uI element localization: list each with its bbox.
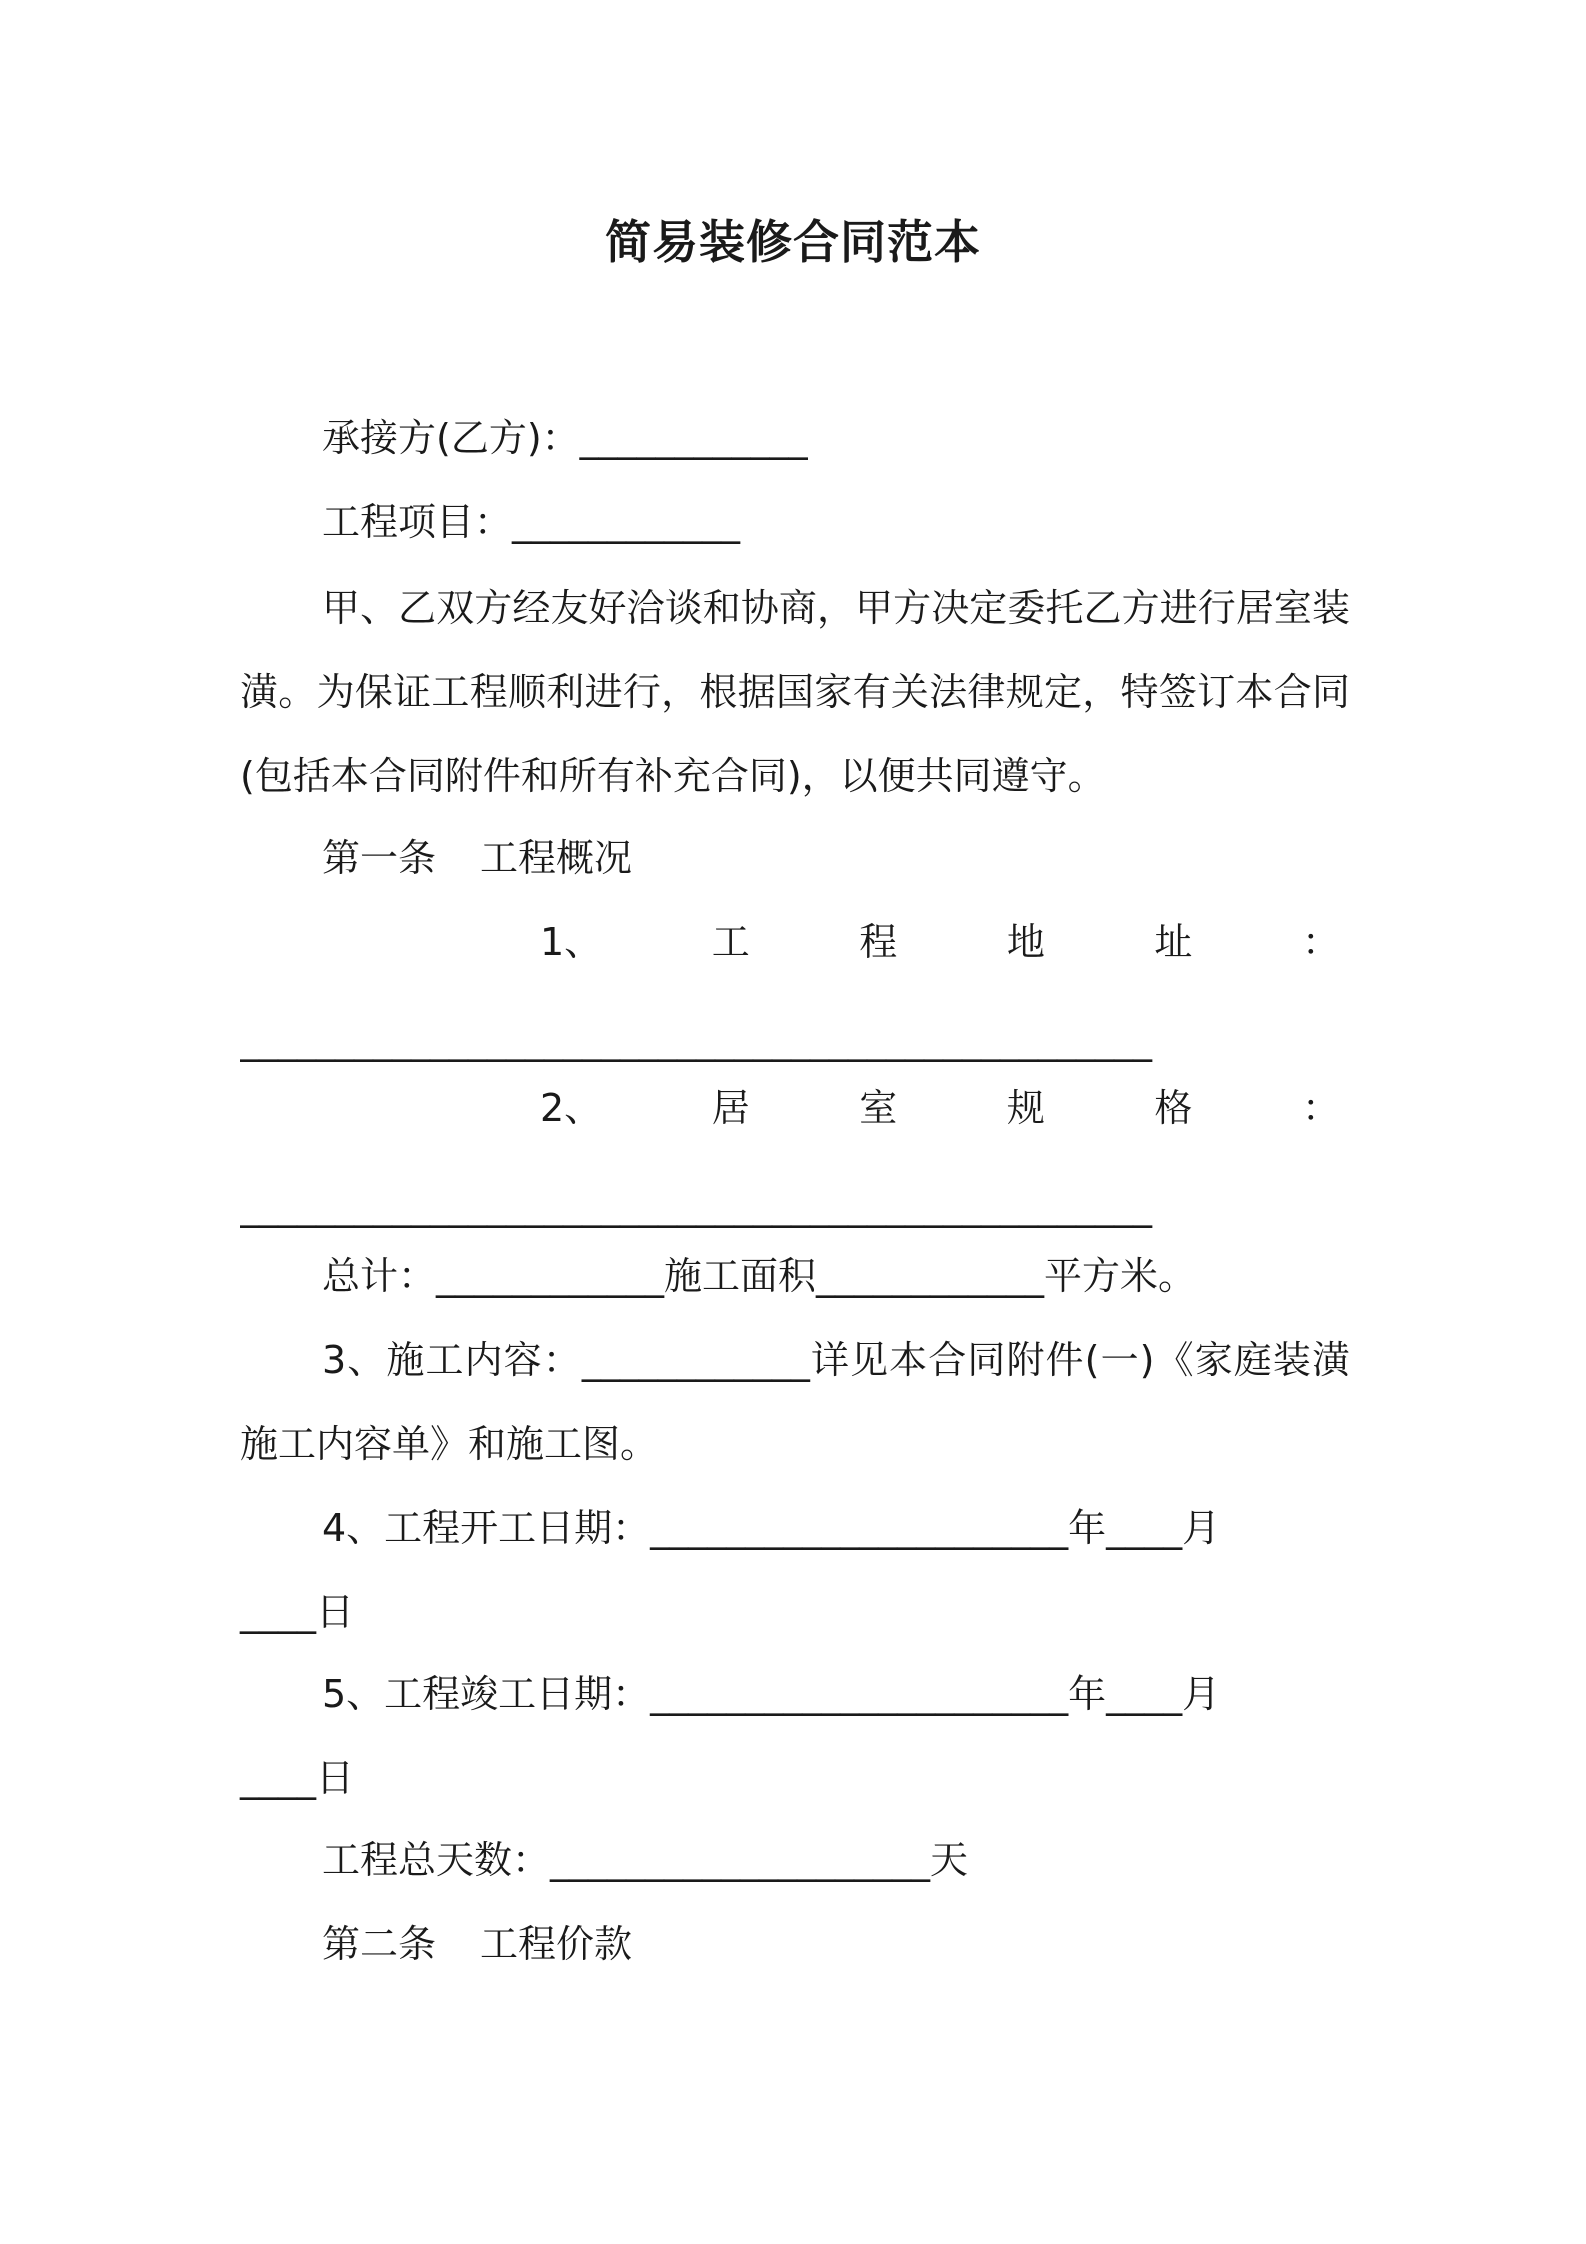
document-title: 简易装修合同范本	[605, 215, 981, 269]
article-1-title: 工程概况	[480, 836, 633, 880]
article-2-number: 第二条	[322, 1922, 437, 1966]
project-line: 工程项目：____________	[322, 500, 741, 544]
item-2-blank: ________________________________________________	[240, 1184, 1152, 1228]
item-1-char: 址	[1154, 920, 1193, 964]
contractor-line: 承接方(乙方)：____________	[322, 416, 808, 460]
item-2-label	[540, 1078, 1340, 1138]
item-5-day: ____日	[240, 1756, 355, 1800]
article-1-number: 第一条	[322, 836, 437, 880]
item-5-line: 5、工程竣工日期：______________________年____月	[322, 1672, 1221, 1716]
item-2-char: 2、	[540, 1086, 603, 1130]
article-2-title: 工程价款	[480, 1922, 633, 1966]
item-1-label	[540, 912, 1340, 972]
article-2-heading	[322, 1914, 632, 1974]
item-2-char: 室	[859, 1086, 898, 1130]
item-1-blank: ________________________________________________	[240, 1018, 1152, 1062]
item-1-char: 工	[711, 920, 750, 964]
item-1-char: 地	[1006, 920, 1045, 964]
intro-paragraph: 甲、乙双方经友好洽谈和协商，甲方决定委托乙方进行居室装潢。为保证工程顺利进行，根据国家有关法律规定，特签订本合同(包括本合同附件和所有补充合同)，以便共同遵守。	[240, 586, 1350, 798]
item-2-char: 规	[1006, 1086, 1045, 1130]
item-1-char: 程	[859, 920, 898, 964]
item-3-paragraph: 3、施工内容：____________详见本合同附件(一)《家庭装潢施工内容单》和施工图。	[240, 1338, 1350, 1466]
article-1-heading	[322, 828, 632, 888]
item-4-line: 4、工程开工日期：______________________年____月	[322, 1506, 1221, 1550]
item-2-char: ：	[1301, 1086, 1340, 1130]
total-area-line: 总计：____________施工面积____________平方米。	[322, 1254, 1197, 1298]
item-1-char: 1、	[540, 920, 603, 964]
item-1-char: ：	[1301, 920, 1340, 964]
item-2-char: 居	[711, 1086, 750, 1130]
item-4-day: ____日	[240, 1590, 355, 1634]
total-days-line: 工程总天数：____________________天	[322, 1838, 969, 1882]
item-2-char: 格	[1154, 1086, 1193, 1130]
